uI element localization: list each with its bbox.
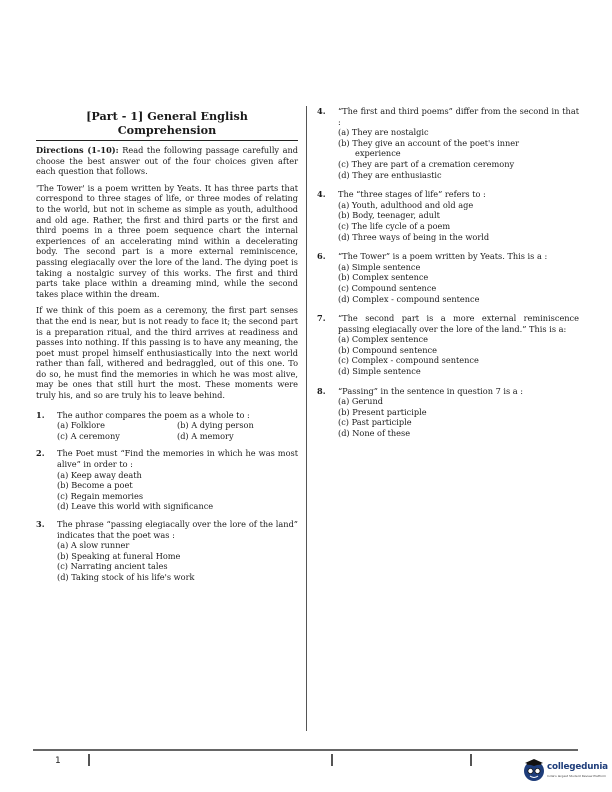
question-2	[36, 448, 298, 512]
footer-tick	[470, 754, 472, 766]
option: (c) A ceremony	[57, 430, 120, 441]
question-text: “The second part is a more external reminiscence passing elegiacally over the lore of the land.” This is a:	[338, 313, 579, 334]
question-text: The phrase “passing elegiacally over the lore of the land” indicates that the poet was :	[57, 519, 298, 540]
option: (a) Complex sentence	[338, 334, 428, 345]
option: (d) Taking stock of his life's work	[57, 571, 195, 582]
question-number: 8.	[317, 385, 326, 396]
question-number: 7.	[317, 313, 326, 324]
option: (c) Compound sentence	[338, 282, 437, 293]
question-5	[317, 189, 579, 242]
logo-text: collegedunia	[547, 762, 608, 772]
option: (c) The life cycle of a poem	[338, 220, 451, 231]
option: (a) Gerund	[338, 396, 383, 407]
option: (d) A memory	[177, 430, 234, 441]
option: (b) Present participle	[338, 406, 427, 417]
page-number: 1	[55, 756, 61, 766]
option: (c) Complex - compound sentence	[338, 355, 479, 366]
passage-paragraph-2: If we think of this poem as a ceremony, the first part senses that the end is near, but is not ready to face it; the second part is a preparation ritual, and the third arrives at readiness and passes into nothing. If this passing is to have any meaning, the poet must propel himself enthusiastically into the next world rather than fall, withered and bedraggled, out of this one. To do so, he must find the memories in which he was most alive, may be ones that still hurt the most. These moments were truly his, and so are truly his to leave behind.	[36, 305, 298, 401]
option: (b) Become a poet	[57, 480, 133, 491]
directions	[36, 145, 298, 177]
option-continuation: experience	[355, 148, 401, 159]
question-number: 1.	[36, 409, 45, 420]
option: (d) None of these	[338, 428, 411, 439]
option: (b) A dying person	[177, 420, 254, 431]
question-number: 4.	[317, 106, 326, 116]
option: (a) Simple sentence	[338, 261, 421, 272]
directions-text: Read the following passage carefully and choose the best answer out of the four choices given after each question that follows.	[36, 145, 298, 177]
footer-tick	[331, 754, 333, 766]
option: (c) They are part of a cremation ceremony	[338, 158, 515, 169]
question-8	[317, 386, 579, 439]
option: (b) Body, teenager, adult	[338, 210, 440, 221]
question-text: The “three stages of life” refers to :	[338, 189, 486, 200]
option: (b) Speaking at funeral Home	[57, 550, 181, 561]
option: (c) Narrating ancient tales	[57, 561, 168, 572]
passage-paragraph-1: 'The Tower' is a poem written by Yeats. It has three parts that correspond to three stages of life, or three modes of relating to the world, but not in scheme as simple as youth, adulthood and old age. Rather, the first and third parts or the first and third poems in a three poem sequence chart the internal experiences of an accelerating mind within a decelerating body. The second part is a more external reminiscence, passing elegiacally over the lore of the land. The dying poet is taking a nostalgic survey of this works. The first and third parts take place within a dreaming mind, while the second takes place within the dream.	[36, 182, 298, 299]
option: (b) They give an account of the poet's inner	[338, 137, 520, 148]
option: (a) Folklore	[57, 420, 105, 431]
footer-rule	[33, 749, 578, 751]
column-divider	[306, 106, 307, 731]
question-4	[317, 106, 579, 180]
logo-tagline: India's largest Student Review Platform	[547, 774, 607, 778]
question-number: 3.	[36, 519, 45, 529]
section-heading: [Part - 1] General English Comprehension	[36, 109, 298, 141]
option: (b) Compound sentence	[338, 344, 437, 355]
option: (b) Complex sentence	[338, 272, 429, 283]
question-number: 4.	[317, 189, 326, 200]
option: (c) Regain memories	[57, 490, 144, 501]
option: (a) Keep away death	[57, 469, 142, 480]
directions-label: Directions (1-10):	[36, 145, 119, 155]
option: (d) They are enthusiastic	[338, 169, 442, 180]
option: (d) Simple sentence	[338, 366, 421, 377]
question-number: 2.	[36, 448, 45, 459]
question-1	[36, 410, 298, 442]
option: (a) Youth, adulthood and old age	[338, 199, 474, 210]
question-text: The author compares the poem as a whole to :	[57, 409, 250, 420]
question-6	[317, 251, 579, 304]
question-text: “The Tower” is a poem written by Yeats. This is a :	[338, 251, 548, 262]
right-column	[317, 106, 579, 446]
option: (a) A slow runner	[57, 540, 130, 551]
question-7	[317, 313, 579, 377]
option: (c) Past participle	[338, 417, 412, 428]
question-text: The Poet must “Find the memories in which he was most alive” in order to :	[57, 448, 298, 470]
option: (a) They are nostalgic	[338, 127, 429, 138]
left-column	[36, 106, 298, 590]
question-3	[36, 519, 298, 583]
question-number: 6.	[317, 251, 326, 262]
question-text: “Passing” in the sentence in question 7 is a :	[338, 385, 524, 396]
footer-tick	[88, 754, 90, 766]
option: (d) Complex - compound sentence	[338, 293, 480, 304]
question-text: “The first and third poems” differ from the second in that :	[338, 106, 579, 127]
option: (d) Three ways of being in the world	[338, 231, 490, 242]
option: (d) Leave this world with significance	[57, 501, 214, 512]
